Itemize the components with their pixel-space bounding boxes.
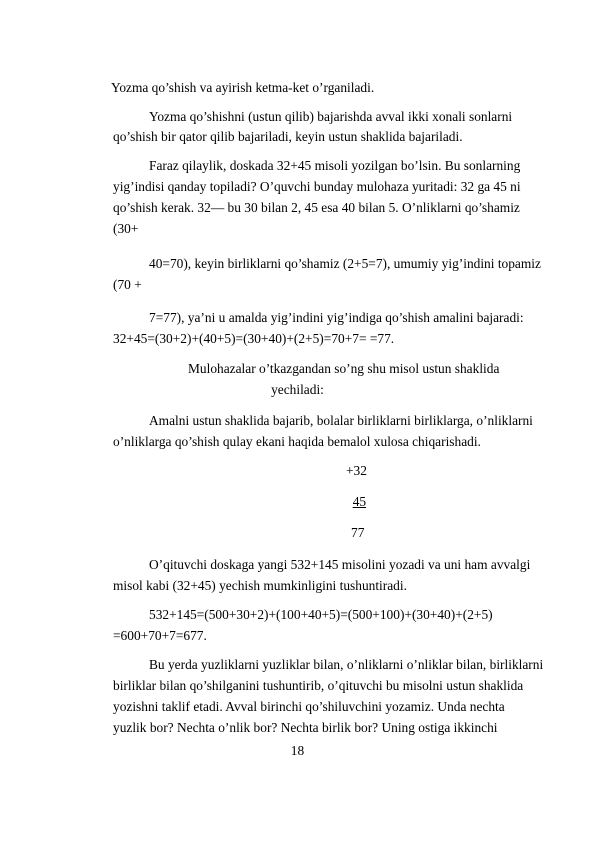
paragraph-2-line-8: 32+45=(30+2)+(40+5)=(30+40)+(2+5)=70+7= =77. (113, 331, 395, 346)
paragraph-7-line-3: yozishni taklif etadi. Avval birinchi qo’shiluvchini yozamiz. Unda nechta (113, 699, 505, 714)
column-sum-result: 77 (351, 525, 365, 540)
column-sum-first-addend: +32 (346, 463, 367, 478)
page-number: 18 (290, 743, 305, 758)
paragraph-5-line-2: misol kabi (32+45) yechish mumkinligini tushuntiradi. (113, 578, 407, 593)
paragraph-2-line-3: qo’shish kerak. 32— bu 30 bilan 2, 45 esa 40 bilan 5. O’nliklarni qo’shamiz (113, 200, 520, 215)
paragraph-3-line-2: yechiladi: (271, 382, 324, 397)
paragraph-2-line-5: 40=70), keyin birliklarni qo’shamiz (2+5=7), umumiy yig’indini topamiz (149, 256, 541, 271)
paragraph-7-line-4: yuzlik bor? Nechta o’nlik bor? Nechta birlik bor? Uning ostiga ikkinchi (113, 720, 498, 735)
column-sum-second-addend (346, 494, 366, 510)
paragraph-4-line-2: o’nliklarga qo’shish qulay ekani haqida bemalol xulosa chiqarishadi. (113, 434, 481, 449)
paragraph-1-line-2: qo’shish bir qator qilib bajariladi, keyin ustun shaklida bajariladi. (113, 129, 463, 144)
paragraph-7-line-1: Bu yerda yuzliklarni yuzliklar bilan, o’nliklarni o’nliklar bilan, birliklarni (149, 657, 544, 672)
section-heading: Yozma qo’shish va ayirish ketma-ket o’rganiladi. (111, 80, 375, 95)
paragraph-5-line-1: O’qituvchi doskaga yangi 532+145 misolini yozadi va uni ham avvalgi (149, 557, 531, 572)
paragraph-4-line-1: Amalni ustun shaklida bajarib, bolalar birliklarni birliklarga, o’nliklarni (149, 413, 533, 428)
paragraph-1-line-1: Yozma qo’shishni (ustun qilib) bajarishda avval ikki xonali sonlarni (149, 109, 513, 124)
column-sum-second-addend-value: 45 (352, 494, 367, 509)
paragraph-3-line-1: Mulohazalar o’tkazgandan so’ng shu misol ustun shaklida (188, 361, 500, 376)
paragraph-7-line-2: birliklar bilan qo’shilganini tushuntirib, o’qituvchi bu misolni ustun shaklida (113, 678, 524, 693)
paragraph-2-line-6: (70 + (113, 277, 142, 292)
paragraph-2-line-2: yig’indisi qanday topiladi? O’quvchi bunday mulohaza yuritadi: 32 ga 45 ni (113, 179, 521, 194)
paragraph-2-line-7: 7=77), ya’ni u amalda yig’indini yig’indiga qo’shish amalini bajaradi: (149, 310, 524, 325)
paragraph-2-line-1: Faraz qilaylik, doskada 32+45 misoli yozilgan bo’lsin. Bu sonlarning (149, 158, 521, 173)
paragraph-6-line-2: =600+70+7=677. (113, 628, 207, 643)
paragraph-2-line-4: (30+ (113, 221, 139, 236)
paragraph-6-line-1: 532+145=(500+30+2)+(100+40+5)=(500+100)+(30+40)+(2+5) (149, 607, 493, 622)
